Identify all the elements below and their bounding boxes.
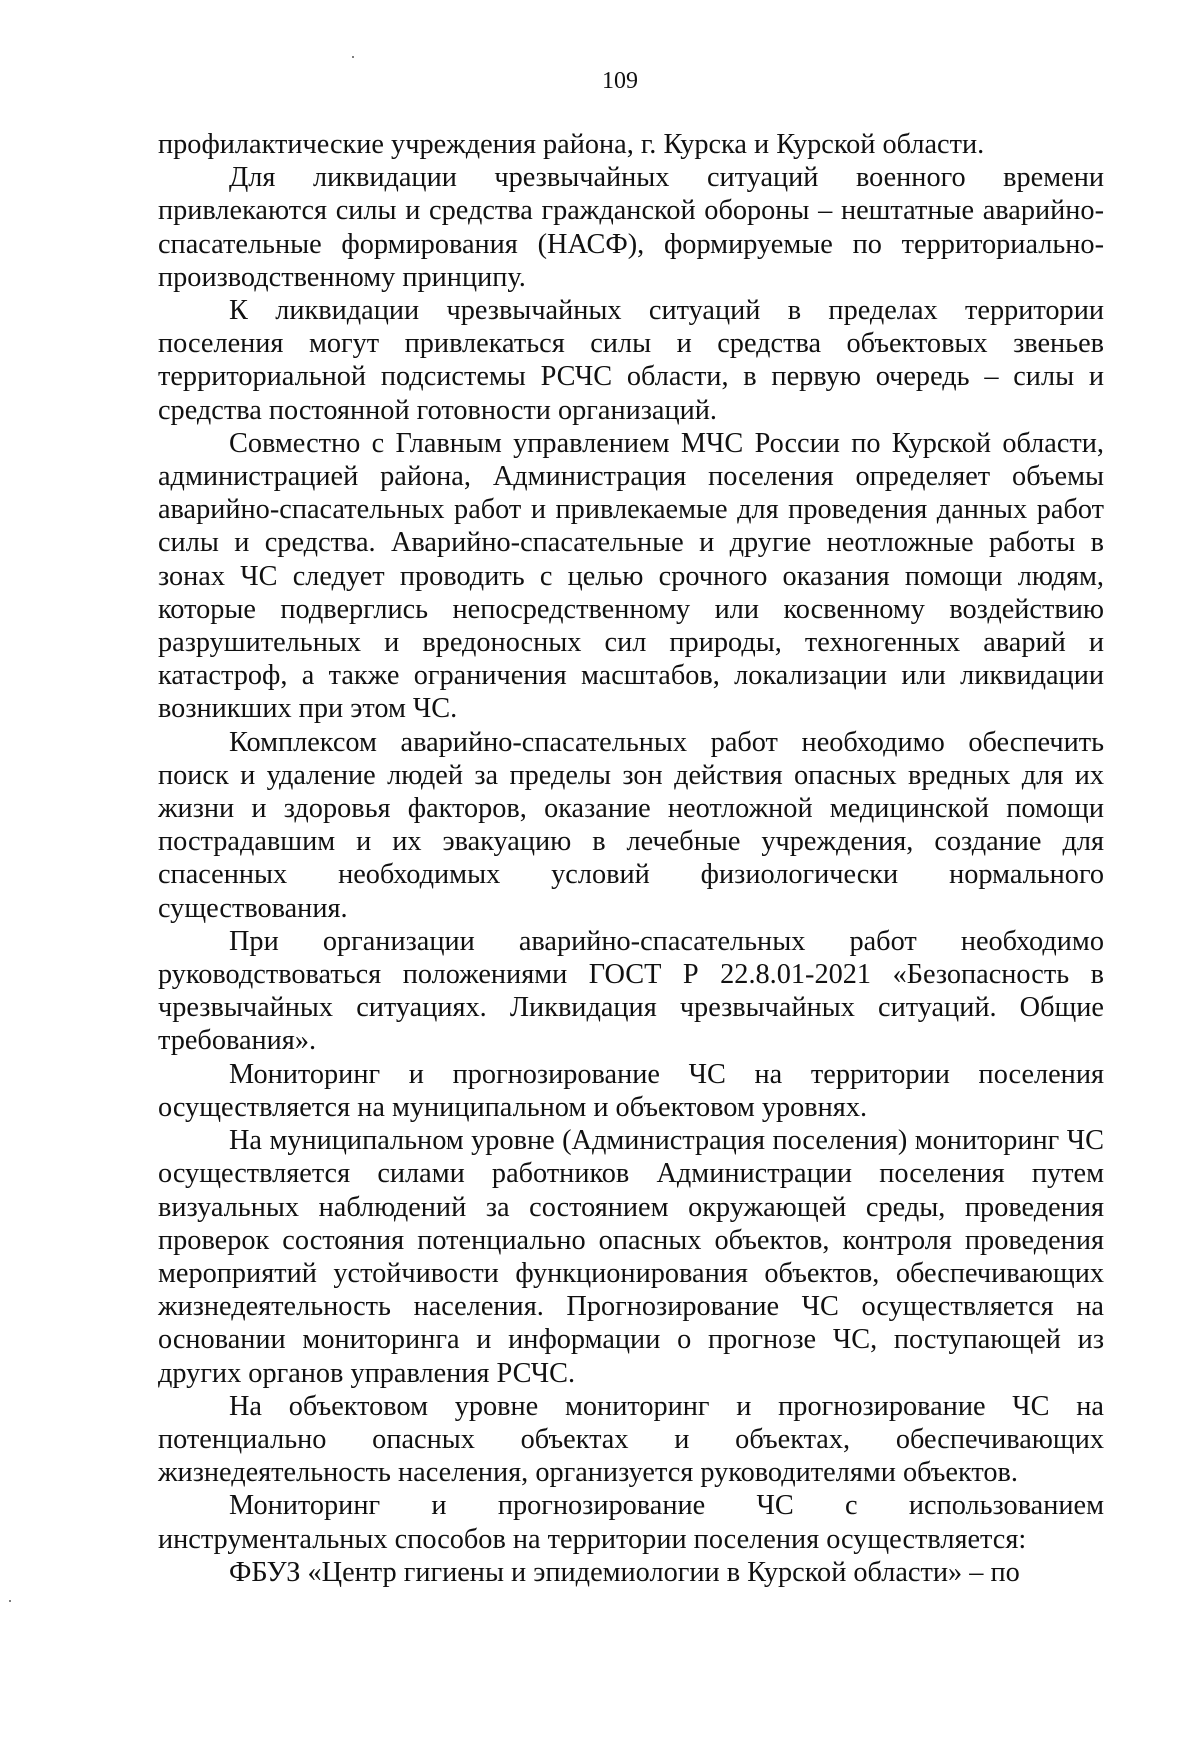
paragraph: Мониторинг и прогнозирование ЧС на территории поселения осуществляется на муниципальном и объектовом уровнях.: [158, 1058, 1104, 1123]
paragraph: Мониторинг и прогнозирование ЧС с использованием инструментальных способов на территории поселения осуществляется:: [158, 1490, 1104, 1555]
paragraph: При организации аварийно-спасательных работ необходимо руководствоваться положениями ГОСТ Р 22.8.01-2021 «Безопасность в чрезвычайных ситуациях. Ликвидация чрезвычайных ситуаций. Общие требования».: [158, 925, 1104, 1057]
scan-speck: [9, 1600, 11, 1602]
scan-speck: [352, 56, 354, 58]
paragraph: ФБУЗ «Центр гигиены и эпидемиологии в Курской области» – по: [229, 1556, 1020, 1588]
document-body: [158, 128, 1104, 1589]
paragraph: Комплексом аварийно-спасательных работ необходимо обеспечить поиск и удаление людей за пределы зон действия опасных вредных для их жизни и здоровья факторов, оказание неотложной медицинской помощи пострадавшим и их эвакуацию в лечебные учреждения, создание для спасенных необходимых условий физиологически нормального существования.: [158, 726, 1104, 924]
paragraph: На муниципальном уровне (Администрация поселения) мониторинг ЧС осуществляется силами работников Администрации поселения путем визуальных наблюдений за состоянием окружающей среды, проведения проверок состояния потенциально опасных объектов, контроля проведения мероприятий устойчивости функционирования объектов, обеспечивающих жизнедеятельность населения. Прогнозирование ЧС осуществляется на основании мониторинга и информации о прогнозе ЧС, поступающей из других органов управления РСЧС.: [158, 1125, 1104, 1389]
paragraph: На объектовом уровне мониторинг и прогнозирование ЧС на потенциально опасных объектах и объектах, обеспечивающих жизнедеятельность населения, организуется руководителями объектов.: [158, 1390, 1104, 1489]
paragraph: профилактические учреждения района, г. Курска и Курской области.: [158, 129, 985, 160]
paragraph: Совместно с Главным управлением МЧС России по Курской области, администрацией района, Администрация поселения определяет объемы аварийно-спасательных работ и привлекаемые для проведения данных работ силы и средства. Аварийно-спасательные и другие неотложные работы в зонах ЧС следует проводить с целью срочного оказания помощи людям, которые подверглись непосредственному или косвенному воздействию разрушительных и вредоносных сил природы, техногенных аварий и катастроф, а также ограничения масштабов, локализации или ликвидации возникших при этом ЧС.: [158, 427, 1104, 725]
page-number: 109: [602, 68, 638, 94]
paragraph: К ликвидации чрезвычайных ситуаций в пределах территории поселения могут привлекаться силы и средства объектовых звеньев территориальной подсистемы РСЧС области, в первую очередь – силы и средства постоянной готовности организаций.: [158, 295, 1104, 426]
paragraph: Для ликвидации чрезвычайных ситуаций военного времени привлекаются силы и средства гражданской обороны – нештатные аварийно-спасательные формирования (НАСФ), формируемые по территориально-производственному принципу.: [158, 162, 1104, 293]
